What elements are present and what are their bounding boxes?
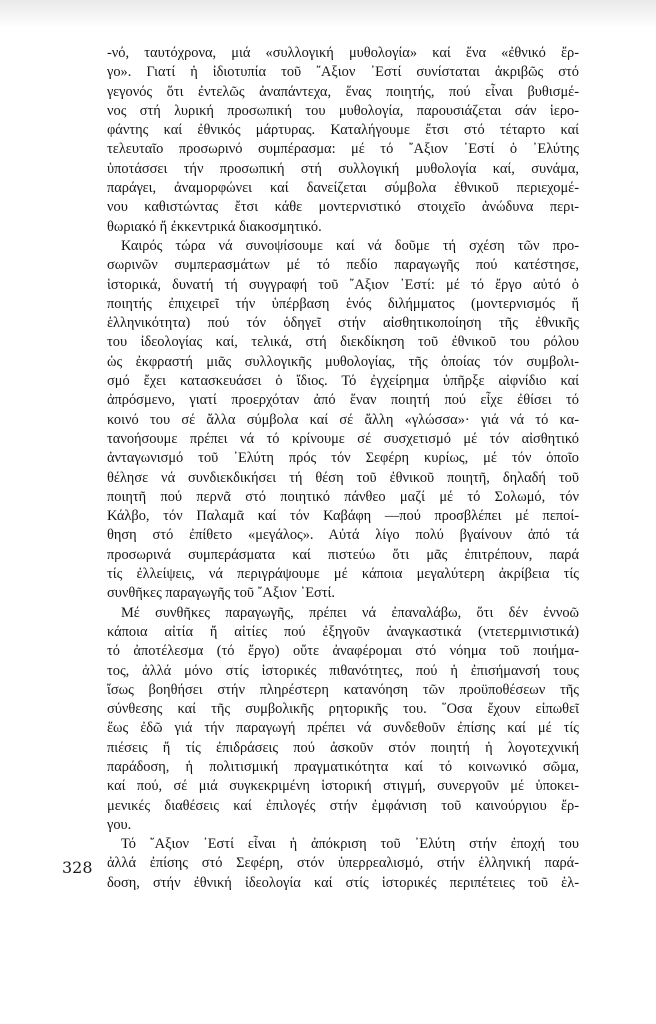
- text-line: ἀπρόσμενο, γιατί προερχόταν ἀπό ἕναν ποιητή πού εἶχε ἐθίσει τό: [107, 392, 579, 409]
- body-text: [107, 44, 579, 893]
- text-line: νος στή λυρική προσωπική του μυθολογία, παρουσιάζεται σάν ἱερο-: [107, 102, 579, 119]
- text-line: συνθῆκες παραγωγῆς τοῦ ῎Αξιον ᾽Εστί.: [107, 585, 336, 602]
- text-line: ἀνταγωνισμό τοῦ ᾽Ελύτη πρός τόν Σεφέρη κυρίως, μέ τόν ὁποῖο: [107, 450, 579, 467]
- text-line: τανοήσουμε πρέπει νά τό κρίνουμε σέ συσχετισμό μέ τόν αἰσθητικό: [107, 430, 579, 447]
- text-line: ἕως ἐδῶ γιά τήν παραγωγή πρέπει νά συνδεθοῦν ἐπίσης καί μέ τίς: [107, 720, 579, 737]
- text-line: νου καθιστώντας ἔτσι κάθε μοντερνιστικό στοιχεῖο ἀνώδυνα περι-: [107, 199, 579, 216]
- text-line: παράδοση, ἡ πολιτισμική πραγματικότητα καί τό κοινωνικό σῶμα,: [107, 758, 579, 775]
- text-line: φάντης καί ἐθνικός μάρτυρας. Καταλήγουμε ἔτσι στό τέταρτο καί: [107, 122, 579, 139]
- page-number: 328: [62, 858, 93, 877]
- text-line: δοση, στήν ἐθνική ἰδεολογία καί στίς ἱστορικές περιπέτειες τοῦ ἑλ-: [107, 874, 579, 891]
- text-line: τό ἀποτέλεσμα (τό ἔργο) οὔτε ἀναφέρομαι στό νόημα τοῦ ποιήμα-: [107, 643, 579, 660]
- text-line: κοινό του σέ ἄλλα σύμβολα καί σέ ἄλλη «γλώσσα»· γιά νά τό κα-: [107, 411, 579, 428]
- text-line: σύνθεσης καί τῆς συμβολικῆς ρητορικῆς του. ῞Οσα ἔχουν εἰπωθεῖ: [107, 701, 579, 718]
- text-line: ποιητής ἐπιχειρεῖ τήν ὑπέρβαση ἑνός διλήμματος (μοντερνισμός ἤ: [107, 295, 579, 312]
- scan-top-edge: [0, 0, 656, 28]
- text-line: σωρινῶν συμπερασμάτων μέ τό πεδίο παραγωγῆς πού κατέστησε,: [107, 257, 579, 274]
- text-line: γο». Γιατί ἡ ἰδιοτυπία τοῦ ῎Αξιον ᾽Εστί συνίσταται ἀκριβῶς στό: [107, 64, 579, 81]
- text-line: ποιητῆ πού περνᾶ στό ποιητικό πάνθεο μαζί μέ τό Σολωμό, τόν: [107, 488, 579, 505]
- text-line: θηση στό ἐπίθετο «μεγάλος». Αὐτά λίγο πολύ βγαίνουν ἀπό τά: [107, 527, 579, 544]
- text-line: τος, ἀλλά μόνο στίς ἱστορικές πιθανότητες, πού ἡ ἐπισήμανσή τους: [107, 662, 579, 679]
- text-line: καί πού, σέ μιά συγκεκριμένη ἱστορική στιγμή, συνεργοῦν μέ ὑποκει-: [107, 778, 579, 795]
- text-line: -νό, ταυτόχρονα, μιά «συλλογική μυθολογία» καί ἕνα «ἐθνικό ἔρ-: [107, 45, 579, 61]
- text-line: ἱστορικά, δυνατή τή συγγραφή τοῦ ῎Αξιον ᾽Εστί: μέ τό ἔργο αὐτό ὁ: [107, 276, 579, 293]
- text-line: κάποια αἰτία ἤ αἰτίες πού ἐξηγοῦν ἀναγκαστικά (ντετερμινιστικά): [107, 623, 579, 640]
- text-line: πιέσεις ἤ τίς ἐπιδράσεις πού ἀσκοῦν στόν ποιητή ἡ λογοτεχνική: [107, 739, 579, 756]
- text-line: ἀλλά ἐπίσης στό Σεφέρη, στόν ὑπερρεαλισμό, στήν ἑλληνική παρά-: [107, 855, 579, 872]
- text-line: Μέ συνθῆκες παραγωγῆς, πρέπει νά ἐπαναλάβω, ὅτι δέν ἐννοῶ: [121, 604, 579, 621]
- text-line: τελευταῖο προσωρινό συμπέρασμα: μέ τό ῎Αξιον ᾽Εστί ὁ ᾽Ελύτης: [107, 141, 579, 158]
- text-line: παράγει, ἀναμορφώνει καί δανείζεται σύμβολα ἐθνικοῦ περιεχομέ-: [107, 180, 579, 197]
- text-line: ἴσως βοηθήσει στήν πληρέστερη κατανόηση τῶν προϋποθέσεων τῆς: [107, 681, 579, 698]
- text-line: ὑποτάσσει τήν προσωπική στή συλλογική μυθολογία καί, συνάμα,: [107, 160, 579, 177]
- text-line: θωριακό ἤ ἐκκεντρικά διακοσμητικό.: [107, 218, 322, 235]
- text-line: Καιρός τώρα νά συνοψίσουμε καί νά δοῦμε τή σχέση τῶν προ-: [121, 237, 579, 254]
- text-line: γεγονός ὅτι ἐντελῶς ἀναπάντεχα, ἕνας ποιητής, πού εἶναι βυθισμέ-: [107, 83, 579, 100]
- text-line: γου.: [107, 816, 132, 833]
- text-line: σμό ἔχει κατασκευάσει ὁ ἴδιος. Τό ἐγχείρημα ὑπῆρξε αἰφνίδιο καί: [107, 373, 579, 390]
- text-line: προσωρινά συμπεράσματα καί πιστεύω ὅτι μᾶς ἐπιτρέπουν, παρά: [107, 546, 579, 563]
- text-line: τίς ἐλλείψεις, νά περιγράψουμε μέ κάποια μεγαλύτερη ἀκρίβεια τίς: [107, 566, 579, 583]
- text-line: ἑλληνικότητα) πού τόν ὁδηγεῖ στήν αἰσθητικοποίηση τῆς ἐθνικῆς: [107, 315, 579, 332]
- text-line: μενικές διαθέσεις καί ἐπιλογές στήν ἐμφάνιση τοῦ καινούργιου ἔρ-: [107, 797, 579, 814]
- text-line: ὡς ἐκφραστή μιᾶς συλλογικῆς μυθολογίας, τῆς ὁποίας τόν συμβολι-: [107, 353, 579, 370]
- text-line: Κάλβο, τόν Παλαμᾶ καί τόν Καβάφη —πού προσβλέπει μέ πεποί-: [107, 508, 579, 525]
- text-line: Τό ῎Αξιον ᾽Εστί εἶναι ἡ ἀπόκριση τοῦ ᾽Ελύτη στήν ἐποχή του: [121, 836, 579, 853]
- text-line: του ἰδεολογίας καί, τελικά, στή διεκδίκηση τοῦ ἐθνικοῦ του ρόλου: [107, 334, 579, 351]
- text-line: θέλησε νά συνδιεκδικήσει τή θέση τοῦ ἐθνικοῦ ποιητῆ, δηλαδή τοῦ: [107, 469, 579, 486]
